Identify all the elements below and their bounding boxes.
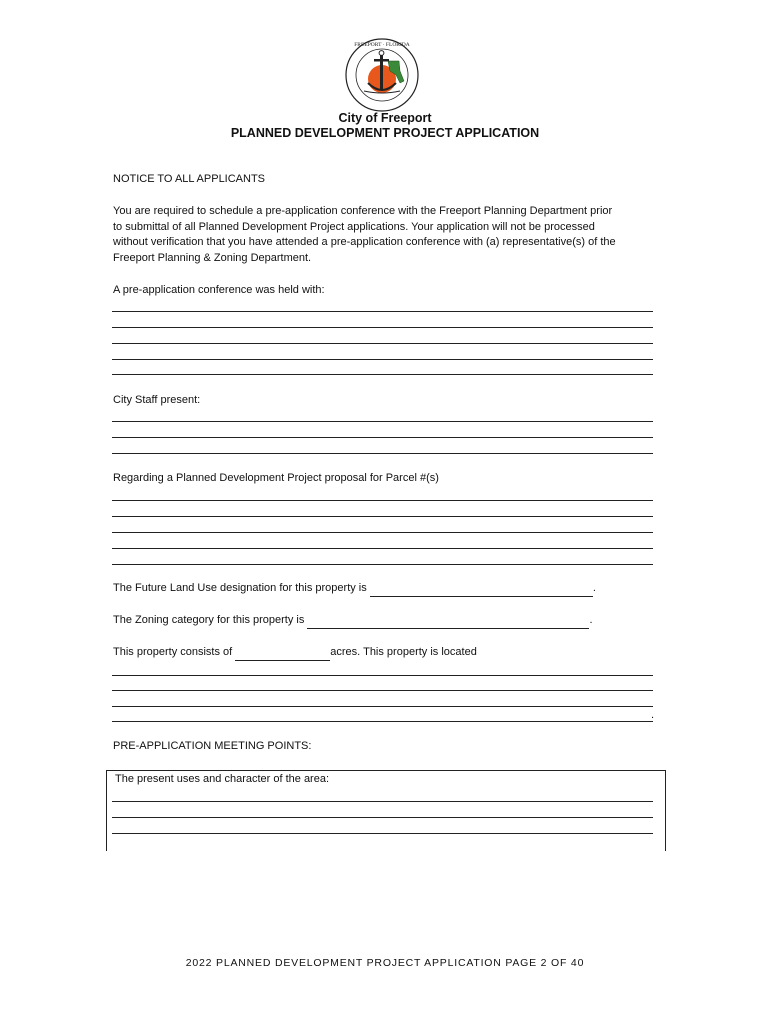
notice-line: Freeport Planning & Zoning Department. [113, 251, 312, 264]
zoning-row [113, 613, 593, 629]
notice-body [113, 204, 658, 266]
conference-line[interactable] [112, 327, 653, 328]
notice-line: without verification that you have attended a pre-application conference with (a) representative(s) of the [113, 236, 616, 248]
conference-line[interactable] [112, 374, 653, 375]
parcel-label: Regarding a Planned Development Project proposal for Parcel #(s) [113, 472, 439, 484]
parcel-line[interactable] [112, 564, 653, 565]
notice-line: to submittal of all Planned Development Project applications. Your application will not be processed [113, 220, 595, 233]
location-line[interactable] [112, 721, 653, 722]
staff-label: City Staff present: [113, 394, 201, 406]
staff-line[interactable] [112, 453, 653, 454]
zoning-input-line[interactable] [307, 616, 589, 629]
present-uses-label: The present uses and character of the area: [115, 773, 330, 785]
acres-input-line[interactable] [235, 648, 330, 661]
city-seal-logo [344, 37, 420, 113]
conference-line[interactable] [112, 343, 653, 344]
parcel-line[interactable] [112, 548, 653, 549]
meeting-points-box [106, 770, 666, 851]
flu-row [113, 581, 596, 597]
page-footer: 2022 PLANNED DEVELOPMENT PROJECT APPLICATION PAGE 2 OF 40 [185, 957, 585, 969]
present-uses-line[interactable] [112, 833, 653, 834]
present-uses-line[interactable] [112, 817, 653, 818]
conference-label: A pre-application conference was held with: [113, 284, 325, 296]
location-line[interactable] [112, 675, 653, 676]
meeting-heading: PRE-APPLICATION MEETING POINTS: [113, 740, 312, 752]
conference-line[interactable] [112, 311, 653, 312]
zoning-label: The Zoning category for this property is [113, 614, 305, 626]
present-uses-line[interactable] [112, 801, 653, 802]
staff-line[interactable] [112, 437, 653, 438]
acres-suffix: acres. This property is located [330, 646, 477, 658]
flu-input-line[interactable] [370, 584, 593, 597]
page-title: PLANNED DEVELOPMENT PROJECT APPLICATION [230, 126, 540, 140]
location-line[interactable] [112, 706, 653, 707]
parcel-line[interactable] [112, 516, 653, 517]
parcel-line[interactable] [112, 532, 653, 533]
location-line[interactable] [112, 690, 653, 691]
acres-prefix: This property consists of [113, 646, 233, 658]
parcel-line[interactable] [112, 500, 653, 501]
conference-line[interactable] [112, 359, 653, 360]
flu-label: The Future Land Use designation for this property is [113, 582, 367, 594]
svg-text:FREEPORT · FLORIDA: FREEPORT · FLORIDA [354, 42, 410, 48]
acres-row [113, 645, 477, 661]
staff-line[interactable] [112, 421, 653, 422]
flu-period: . [592, 582, 596, 594]
location-period: . [651, 709, 655, 721]
city-name: City of Freeport [338, 111, 432, 125]
notice-line: You are required to schedule a pre-application conference with the Freeport Planning Department prior [113, 205, 613, 217]
zoning-period: . [589, 614, 593, 626]
notice-heading: NOTICE TO ALL APPLICANTS [113, 173, 266, 185]
